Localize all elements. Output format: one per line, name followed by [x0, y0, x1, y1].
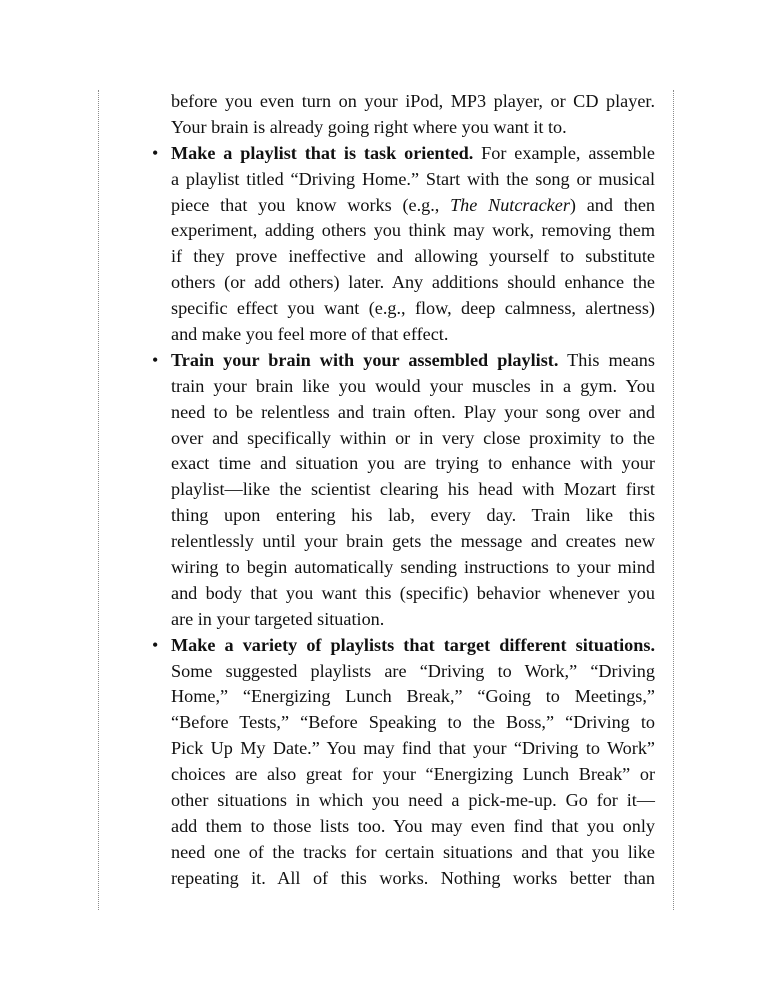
bullet-heading: Make a playlist that is task oriented.	[171, 142, 474, 163]
text-line: add them to those lists too. You may even find that you only	[171, 815, 655, 836]
continuation-paragraph	[171, 89, 655, 141]
bullet-icon: •	[152, 142, 159, 163]
text-line: Some suggested playlists are “Driving to Work,” “Driving	[171, 660, 655, 681]
text-line: and make you feel more of that effect.	[171, 324, 449, 345]
text-line: wiring to begin automatically sending instructions to your mind	[171, 557, 655, 578]
text-line: are in your targeted situation.	[171, 608, 385, 629]
text-line: exact time and situation you are trying to enhance with your	[171, 453, 655, 474]
text-line: Pick Up My Date.” You may find that your “Driving to Work”	[171, 738, 655, 759]
text-line	[171, 633, 655, 659]
text-line: need to be relentless and train often. Play your song over and	[171, 401, 655, 422]
text-line: over and specifically within or in very close proximity to the	[171, 427, 655, 448]
right-margin-dotted-line	[673, 90, 674, 910]
text-line: Your brain is already going right where you want it to.	[171, 116, 567, 137]
text-line	[171, 348, 655, 374]
text-run: For example, assemble	[473, 142, 655, 163]
bullet-icon: •	[152, 349, 159, 370]
text-line: thing upon entering his lab, every day. Train like this	[171, 505, 655, 526]
bullet-item-train-your-brain	[152, 348, 655, 633]
text-line: a playlist titled “Driving Home.” Start with the song or musical	[171, 168, 655, 189]
text-line: choices are also great for your “Energizing Lunch Break” or	[171, 764, 655, 785]
text-line: playlist—like the scientist clearing his head with Mozart first	[171, 479, 655, 500]
text-run: This means	[558, 349, 655, 370]
italic-title: The Nutcracker	[450, 194, 570, 215]
text-line: Home,” “Energizing Lunch Break,” “Going to Meetings,”	[171, 686, 655, 707]
text-line	[171, 193, 655, 219]
left-margin-dotted-line	[98, 90, 99, 910]
text-line: other situations in which you need a pick-me-up. Go for it—	[171, 790, 655, 811]
bullet-heading: Make a variety of playlists that target different situations.	[171, 634, 655, 655]
text-line: experiment, adding others you think may work, removing them	[171, 220, 655, 241]
text-line: repeating it. All of this works. Nothing works better than	[171, 867, 655, 888]
text-run: ) and then	[569, 194, 656, 215]
bullet-heading: Train your brain with your assembled playlist.	[171, 349, 559, 370]
text-line: and body that you want this (specific) behavior whenever you	[171, 582, 655, 603]
text-line: if they prove ineffective and allowing yourself to substitute	[171, 246, 655, 267]
page-body	[152, 89, 656, 892]
text-line: relentlessly until your brain gets the message and creates new	[171, 531, 655, 552]
text-line: before you even turn on your iPod, MP3 player, or CD player.	[171, 91, 655, 111]
bullet-item-task-oriented-playlist	[152, 141, 656, 348]
bullet-icon: •	[152, 634, 159, 655]
text-line: need one of the tracks for certain situations and that you like	[171, 841, 655, 862]
text-line: others (or add others) later. Any additions should enhance the	[171, 272, 655, 293]
text-line	[171, 141, 655, 167]
text-line: specific effect you want (e.g., flow, deep calmness, alertness)	[171, 298, 655, 319]
bullet-item-variety-of-playlists	[152, 633, 655, 892]
text-line: “Before Tests,” “Before Speaking to the Boss,” “Driving to	[171, 712, 655, 733]
text-line: train your brain like you would your muscles in a gym. You	[171, 375, 655, 396]
text-run: piece that you know works (e.g.,	[171, 194, 451, 215]
